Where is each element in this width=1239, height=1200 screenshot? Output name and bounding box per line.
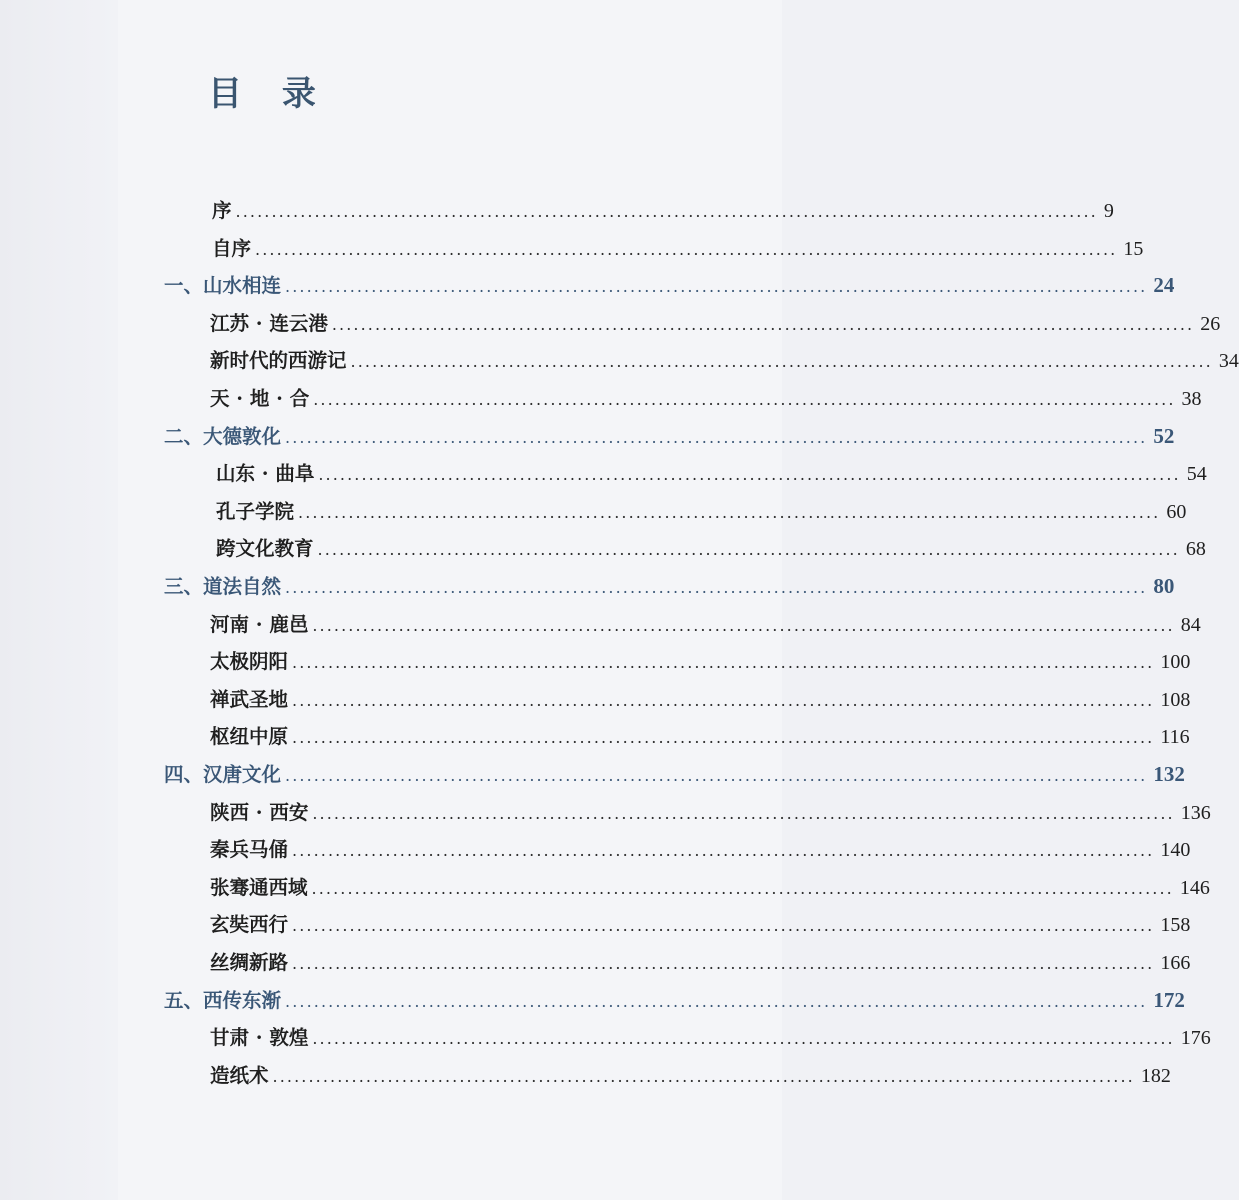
- toc-page-number: 60: [1166, 500, 1187, 523]
- toc-page-number: 9: [1103, 200, 1114, 222]
- toc-entry-title: 跨文化教育: [216, 537, 314, 561]
- toc-entry-row: [210, 642, 1191, 674]
- toc-entry-title: 禅武圣地: [210, 687, 289, 711]
- toc-leader-dots: ........................................................................................................................: [331, 314, 1195, 334]
- toc-leader-dots: ........................................................................................................................: [312, 803, 1175, 823]
- toc-chapter-row: [164, 266, 1175, 298]
- toc-entry-title: 山东 · 曲阜: [216, 462, 315, 486]
- table-of-contents: [0, 191, 1239, 1191]
- toc-entry-row: [210, 680, 1191, 712]
- toc-leader-dots: ........................................................................................................................: [285, 277, 1148, 297]
- toc-leader-dots: ........................................................................................................................: [285, 578, 1148, 597]
- page-title: 目 录: [208, 74, 330, 114]
- toc-leader-dots: ........................................................................................................................: [285, 427, 1148, 447]
- toc-page-number: 136: [1180, 801, 1211, 824]
- toc-entry-row: [216, 454, 1207, 486]
- toc-leader-dots: ........................................................................................................................: [311, 878, 1174, 898]
- toc-entry-row: [216, 492, 1187, 524]
- toc-chapter-row: [164, 417, 1175, 449]
- toc-page-number: 26: [1200, 312, 1221, 335]
- toc-page-number: 38: [1181, 388, 1202, 410]
- toc-leader-dots: ........................................................................................................................: [312, 615, 1175, 635]
- toc-page-number: 140: [1160, 839, 1191, 862]
- toc-page-number: 158: [1160, 914, 1191, 937]
- toc-entry-title: 玄奘西行: [210, 913, 289, 937]
- toc-entry-title: 江苏 · 连云港: [210, 311, 328, 335]
- toc-page-number: 24: [1153, 273, 1175, 298]
- toc-chapter-row: [164, 981, 1185, 1013]
- toc-page-number: 80: [1153, 574, 1175, 598]
- toc-entry-title: 孔子学院: [216, 499, 295, 523]
- toc-leader-dots: ........................................................................................................................: [272, 1066, 1135, 1086]
- toc-entry-title: 三、道法自然: [164, 575, 282, 598]
- toc-entry-title: 序: [212, 199, 232, 222]
- toc-entry-title: 陕西 · 西安: [210, 800, 309, 824]
- toc-entry-row: [210, 605, 1201, 637]
- toc-entry-row: [210, 341, 1239, 373]
- toc-entry-title: 一、山水相连: [164, 274, 282, 298]
- toc-entry-title: 秦兵马俑: [210, 838, 289, 862]
- toc-entry-row: [210, 717, 1190, 749]
- toc-leader-dots: ........................................................................................................................: [285, 991, 1148, 1011]
- toc-leader-dots: ........................................................................................................................: [317, 540, 1180, 560]
- toc-entry-row: [210, 1056, 1171, 1088]
- toc-entry-row: [210, 304, 1221, 336]
- toc-page-number: 68: [1185, 538, 1206, 561]
- toc-page-number: 132: [1153, 762, 1185, 786]
- toc-page-number: 116: [1160, 726, 1190, 749]
- toc-page-number: 146: [1179, 876, 1210, 899]
- toc-entry-title: 河南 · 鹿邑: [210, 612, 309, 636]
- toc-entry-title: 四、汉唐文化: [164, 763, 282, 786]
- toc-leader-dots: ........................................................................................................................: [292, 841, 1155, 861]
- toc-page-number: 52: [1153, 423, 1175, 448]
- toc-page-number: 15: [1123, 237, 1144, 260]
- toc-entry-row: [210, 905, 1191, 937]
- toc-page-number: 84: [1180, 613, 1201, 636]
- toc-leader-dots: ........................................................................................................................: [255, 239, 1118, 259]
- toc-leader-dots: ........................................................................................................................: [292, 728, 1155, 748]
- toc-entry-title: 二、大德敦化: [164, 424, 282, 448]
- toc-entry-title: 造纸术: [210, 1063, 269, 1087]
- toc-leader-dots: ........................................................................................................................: [285, 766, 1148, 785]
- toc-entry-row: [210, 379, 1202, 411]
- toc-leader-dots: ........................................................................................................................: [292, 916, 1155, 936]
- toc-entry-row: [212, 229, 1144, 261]
- toc-entry-title: 新时代的西游记: [210, 349, 347, 373]
- toc-entry-title: 自序: [212, 236, 252, 260]
- toc-entry-title: 张骞通西域: [210, 875, 308, 899]
- toc-entry-title: 天 · 地 · 合: [210, 387, 310, 410]
- toc-page-number: 108: [1160, 688, 1191, 711]
- toc-leader-dots: ........................................................................................................................: [292, 954, 1155, 973]
- toc-leader-dots: ........................................................................................................................: [298, 502, 1161, 522]
- toc-entry-row: [210, 830, 1191, 862]
- toc-page-number: 34: [1218, 350, 1239, 373]
- toc-entry-title: 五、西传东渐: [164, 988, 282, 1012]
- toc-entry-row: [210, 793, 1211, 825]
- toc-entry-row: [216, 529, 1206, 561]
- toc-leader-dots: ........................................................................................................................: [350, 352, 1213, 372]
- toc-entry-row: [210, 1018, 1211, 1050]
- toc-entry-row: [212, 191, 1114, 223]
- toc-page-number: 176: [1180, 1027, 1211, 1050]
- toc-chapter-row: [164, 755, 1185, 787]
- toc-page-number: 172: [1153, 987, 1185, 1012]
- toc-page-number: 182: [1140, 1064, 1171, 1087]
- toc-entry-row: [210, 943, 1191, 975]
- toc-page-number: 100: [1160, 651, 1191, 674]
- toc-entry-row: [210, 868, 1210, 900]
- toc-chapter-row: [164, 567, 1175, 599]
- toc-entry-title: 太极阴阳: [210, 650, 289, 674]
- toc-leader-dots: ........................................................................................................................: [235, 202, 1098, 221]
- toc-page-number: 166: [1160, 952, 1191, 974]
- toc-entry-title: 枢纽中原: [210, 725, 289, 749]
- toc-leader-dots: ........................................................................................................................: [318, 465, 1181, 485]
- toc-leader-dots: ........................................................................................................................: [312, 1029, 1175, 1049]
- toc-leader-dots: ........................................................................................................................: [292, 690, 1155, 710]
- toc-entry-title: 丝绸新路: [210, 951, 289, 974]
- toc-leader-dots: ........................................................................................................................: [292, 653, 1155, 673]
- toc-page-number: 54: [1186, 463, 1207, 486]
- toc-entry-title: 甘肃 · 敦煌: [210, 1026, 309, 1050]
- toc-leader-dots: ........................................................................................................................: [313, 390, 1176, 409]
